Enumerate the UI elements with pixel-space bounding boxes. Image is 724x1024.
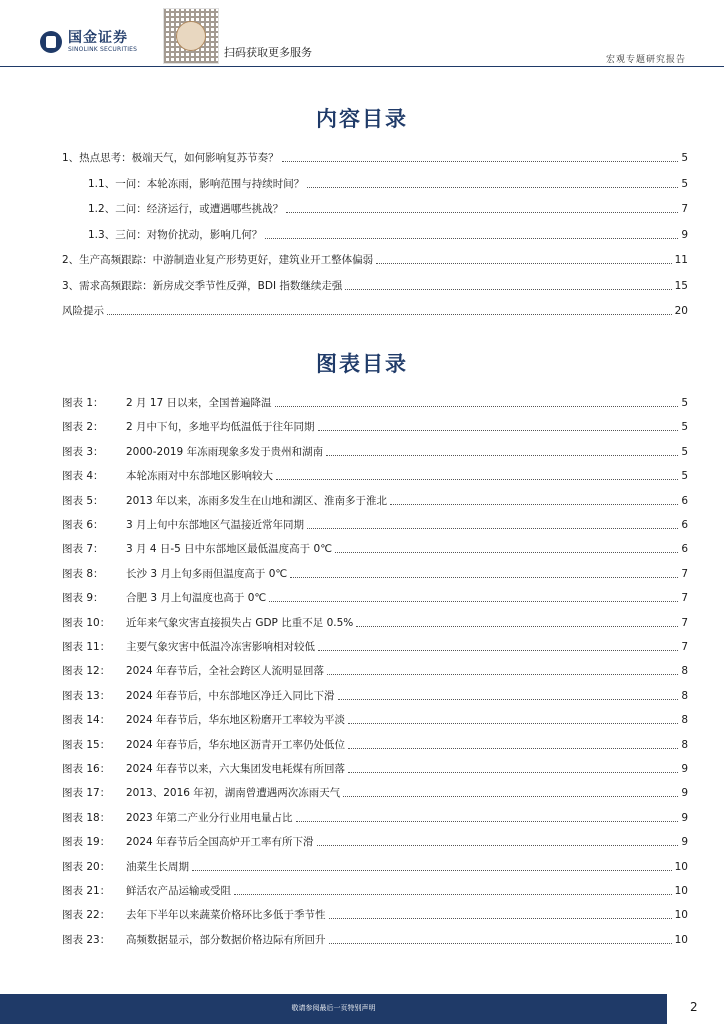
figure-entry-page: 5	[681, 421, 688, 434]
figure-entry-page: 7	[681, 641, 688, 653]
figure-entry-page: 10	[674, 933, 688, 946]
figure-leader-dots	[276, 478, 678, 480]
figure-entry-text: 近年来气象灾害直接损失占 GDP 比重不足 0.5%	[126, 616, 354, 629]
figure-entry-text: 高频数据显示，部分数据价格边际有所回升	[126, 933, 326, 946]
toc-leader-dots	[376, 262, 671, 264]
figure-entry-text: 2024 年春节后，全社会跨区人流明显回落	[126, 665, 325, 678]
toc-entry-text: 风险提示	[62, 305, 104, 317]
toc-entry-page: 11	[674, 254, 688, 266]
figure-entry[interactable]	[62, 615, 688, 631]
figure-entry[interactable]	[62, 712, 688, 728]
figure-entry-page: 10	[674, 909, 688, 922]
toc-entry-text: 1.3、三问：对物价扰动，影响几何？	[88, 229, 263, 241]
figure-leader-dots	[348, 771, 678, 773]
figure-entry-page: 5	[681, 397, 688, 409]
figure-entry-text: 鲜活农产品运输或受阻	[126, 885, 231, 897]
figure-leader-dots	[192, 869, 672, 871]
figure-entry-label: 图表 18：	[62, 811, 111, 824]
sinolink-logo	[40, 30, 137, 54]
figure-entry-text: 2023 年第二产业分行业用电量占比	[126, 811, 293, 824]
figure-entry-label: 图表 5：	[62, 494, 104, 507]
figure-entry-text: 合肥 3 月上旬温度也高于 0℃	[126, 592, 267, 605]
figure-entry[interactable]	[62, 785, 688, 801]
figure-entry-label: 图表 7：	[62, 543, 104, 556]
figure-entry-text: 2 月 17 日以来，全国普遍降温	[126, 397, 272, 409]
page-header	[0, 0, 724, 68]
figure-entry-text: 2024 年春节后，华东地区沥青开工率仍处低位	[126, 738, 346, 751]
figure-entry-label: 图表 4：	[62, 470, 104, 483]
figure-entry-text: 3 月 4 日-5 日中东部地区最低温度高于 0℃	[126, 543, 332, 556]
figure-leader-dots	[348, 747, 678, 749]
toc-entry-text: 1、热点思考：极端天气，如何影响复苏节奏？	[62, 152, 279, 164]
figure-leader-dots	[338, 698, 679, 700]
figure-entry-page: 8	[681, 714, 688, 727]
toc-entry-text: 1.2、二问：经济运行，或遭遇哪些挑战？	[88, 203, 284, 215]
toc-entry-page: 5	[681, 178, 688, 190]
figure-entry[interactable]	[62, 517, 688, 533]
toc-entry-page: 9	[681, 229, 688, 241]
figure-entry[interactable]	[62, 810, 688, 826]
toc-entry-text: 1.1、一问：本轮冻雨，影响范围与持续时间？	[88, 178, 305, 190]
figure-entry-text: 主要气象灾害中低温冷冻害影响相对较低	[126, 641, 315, 653]
figure-entry-text: 长沙 3 月上旬多雨但温度高于 0℃	[126, 567, 288, 580]
figure-leader-dots	[318, 429, 679, 431]
figure-entry[interactable]	[62, 688, 688, 704]
figure-entry-label: 图表 23：	[62, 933, 111, 946]
figure-leader-dots	[335, 551, 678, 553]
figure-entry-label: 图表 14：	[62, 714, 111, 727]
figure-entry-label: 图表 17：	[62, 787, 111, 800]
figure-leader-dots	[269, 600, 678, 602]
figure-entry-page: 6	[681, 494, 688, 507]
figure-entry[interactable]	[62, 932, 688, 948]
sinolink-logo-icon	[40, 31, 62, 53]
figure-entry-text: 3 月上旬中东部地区气温接近常年同期	[126, 519, 305, 531]
figure-entry-label: 图表 1：	[62, 397, 104, 409]
figure-entry-text: 2024 年春节后，华东地区粉磨开工率较为平淡	[126, 714, 346, 727]
figure-entry-label: 图表 22：	[62, 909, 111, 922]
figure-entry-page: 10	[674, 885, 688, 897]
figure-entry[interactable]	[62, 859, 688, 875]
figures-title: 图表目录	[316, 352, 408, 376]
figure-entry-label: 图表 16：	[62, 763, 111, 775]
toc-entry-page: 5	[681, 152, 688, 164]
toc-entry[interactable]	[88, 201, 688, 217]
figure-entry[interactable]	[62, 444, 688, 460]
figure-entry-label: 图表 11：	[62, 641, 111, 653]
figure-entry-text: 去年下半年以来蔬菜价格环比多低于季节性	[126, 909, 326, 922]
figure-entry-text: 油菜生长周期	[126, 860, 189, 873]
figure-entry[interactable]	[62, 907, 688, 923]
toc-entry-page: 20	[674, 305, 688, 317]
toc-entry[interactable]	[62, 150, 688, 166]
toc-leader-dots	[345, 288, 671, 290]
toc-entry-page: 15	[674, 280, 688, 292]
figure-entry-label: 图表 2：	[62, 421, 104, 434]
figure-entry[interactable]	[62, 883, 688, 899]
figure-entry-label: 图表 9：	[62, 592, 104, 605]
figure-leader-dots	[290, 576, 678, 578]
figure-entry-page: 6	[681, 519, 688, 531]
figure-entry-text: 2000-2019 年冻雨现象多发于贵州和湖南	[126, 445, 324, 458]
figure-entry-text: 2024 年春节后全国高炉开工率有所下滑	[126, 836, 314, 849]
toc-entry[interactable]	[88, 227, 688, 243]
toc-entry[interactable]	[62, 278, 688, 294]
figure-entry-label: 图表 3：	[62, 445, 104, 458]
figure-entry-page: 9	[681, 836, 688, 849]
toc-leader-dots	[282, 160, 679, 162]
figure-entry[interactable]	[62, 590, 688, 606]
figure-leader-dots	[234, 893, 672, 895]
figure-entry-label: 图表 13：	[62, 689, 111, 702]
figure-entry-page: 8	[681, 689, 688, 702]
figure-entry[interactable]	[62, 737, 688, 753]
figure-leader-dots	[329, 917, 672, 919]
figure-entry[interactable]	[62, 761, 688, 777]
figure-entry-text: 2013 年以来，冻雨多发生在山地和湖区、淮南多于淮北	[126, 494, 388, 507]
logo-chinese-name: 国金证券	[68, 30, 128, 46]
figure-leader-dots	[296, 820, 679, 822]
figure-entry-page: 8	[681, 665, 688, 678]
figure-leader-dots	[317, 844, 679, 846]
figure-entry-label: 图表 19：	[62, 836, 111, 849]
figure-leader-dots	[326, 454, 678, 456]
figure-leader-dots	[329, 942, 672, 944]
figure-entry-page: 9	[681, 763, 688, 775]
figure-entry-page: 9	[681, 787, 688, 800]
toc-leader-dots	[286, 211, 678, 213]
figure-leader-dots	[343, 795, 678, 797]
figure-entry[interactable]	[62, 566, 688, 582]
figure-entry-page: 5	[681, 470, 688, 483]
figure-entry-label: 图表 12：	[62, 665, 111, 678]
page-number: 2	[690, 1000, 698, 1014]
figure-leader-dots	[390, 503, 678, 505]
figure-entry-label: 图表 6：	[62, 519, 104, 531]
figure-entry[interactable]	[62, 639, 688, 655]
figure-leader-dots	[307, 527, 678, 529]
figure-leader-dots	[318, 649, 678, 651]
report-type: 宏观专题研究报告	[605, 55, 686, 65]
figure-entry-page: 7	[681, 567, 688, 580]
toc-leader-dots	[107, 313, 672, 315]
figure-entry-page: 7	[681, 592, 688, 605]
figure-entry[interactable]	[62, 834, 688, 850]
header-divider	[0, 66, 724, 67]
figure-entry[interactable]	[62, 663, 688, 679]
toc-entry[interactable]	[62, 303, 688, 319]
toc-entry-page: 7	[681, 203, 688, 215]
toc-entry-text: 2、生产高频跟踪：中游制造业复产形势更好，建筑业开工整体偏弱	[62, 254, 374, 266]
figure-entry-page: 8	[681, 738, 688, 751]
figure-entry-label: 图表 10：	[62, 616, 111, 629]
figure-entry-page: 5	[681, 445, 688, 458]
qr-center-logo	[176, 21, 206, 51]
toc-entry-text: 3、需求高频跟踪：新房成交季节性反弹，BDI 指数继续走强	[62, 280, 343, 292]
figure-entry[interactable]	[62, 419, 688, 435]
figure-entry-text: 2013、2016 年初，湖南曾遭遇两次冻雨天气	[126, 787, 341, 800]
figure-entry[interactable]	[62, 395, 688, 411]
figure-leader-dots	[275, 405, 679, 407]
toc-entry[interactable]	[88, 176, 688, 192]
figure-entry-text: 本轮冻雨对中东部地区影响较大	[126, 470, 273, 483]
figure-entry-text: 2024 年春节以来，六大集团发电耗煤有所回落	[126, 763, 346, 775]
figure-entry[interactable]	[62, 468, 688, 484]
figure-entry-page: 7	[681, 616, 688, 629]
toc-leader-dots	[265, 237, 678, 239]
figure-entry-text: 2024 年春节后，中东部地区净迁入同比下滑	[126, 689, 335, 702]
figure-leader-dots	[327, 673, 678, 675]
figure-leader-dots	[356, 625, 678, 627]
figure-entry-label: 图表 15：	[62, 738, 111, 751]
figure-entry-text: 2 月中下旬，多地平均低温低于往年同期	[126, 421, 315, 434]
figure-entry-page: 9	[681, 811, 688, 824]
figure-entry-label: 图表 21：	[62, 885, 111, 897]
figure-entry-page: 6	[681, 543, 688, 556]
footer-disclaimer: 敬请参阅最后一页特别声明	[291, 1004, 376, 1012]
figure-entry-label: 图表 8：	[62, 567, 104, 580]
figure-entry[interactable]	[62, 493, 688, 509]
figure-entry-page: 10	[674, 860, 688, 873]
figure-entry[interactable]	[62, 541, 688, 557]
qr-caption: 扫码获取更多服务	[224, 46, 312, 59]
toc-title: 内容目录	[316, 107, 408, 131]
logo-english-name: SINOLINK SECURITIES	[68, 46, 138, 53]
figure-entry-label: 图表 20：	[62, 860, 111, 873]
figure-leader-dots	[348, 722, 678, 724]
toc-entry[interactable]	[62, 252, 688, 268]
toc-leader-dots	[307, 186, 678, 188]
